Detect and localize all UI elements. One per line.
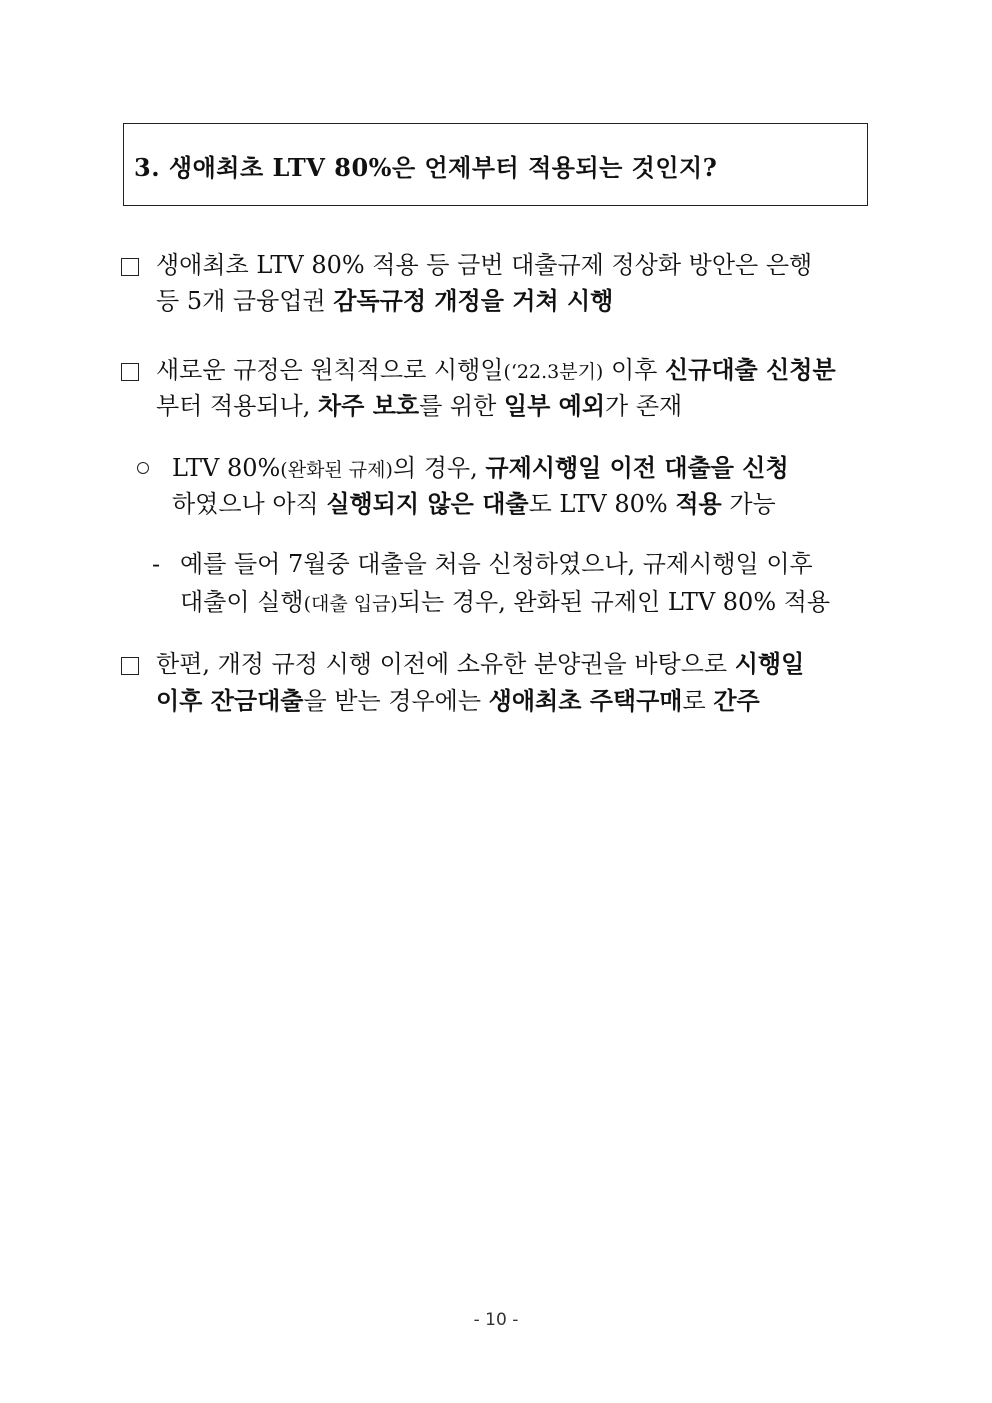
bullet-2-line-1: 새로운 규정은 원칙적으로 시행일(‘22.3분기) 이후 신규대출 신청분 — [156, 355, 836, 384]
sub-bullet-line-2: 하였으나 아직 실행되지 않은 대출도 LTV 80% 적용 가능 — [172, 489, 776, 518]
question-title: 3. 생애최초 LTV 80%은 언제부터 적용되는 것인지? — [134, 153, 718, 182]
sub-bullet-line-1: LTV 80%(완화된 규제)의 경우, 규제시행일 이전 대출을 신청 — [172, 453, 789, 482]
circle-bullet-icon — [137, 462, 149, 474]
question-title-box — [123, 123, 868, 206]
bullet-1-line-2: 등 5개 금융업권 감독규정 개정을 거쳐 시행 — [156, 286, 614, 315]
checkbox-square-icon — [121, 363, 139, 381]
checkbox-square-icon — [121, 657, 139, 675]
bullet-1-line-1: 생애최초 LTV 80% 적용 등 금번 대출규제 정상화 방안은 은행 — [156, 251, 813, 279]
checkbox-square-icon — [121, 258, 139, 276]
dash-bullet-icon: - — [152, 550, 161, 578]
bullet-3-line-1: 한편, 개정 규정 시행 이전에 소유한 분양권을 바탕으로 시행일 — [156, 649, 805, 678]
bullet-2-line-2: 부터 적용되나, 차주 보호를 위한 일부 예외가 존재 — [156, 391, 683, 420]
example-line-2: 대출이 실행(대출 입금)되는 경우, 완화된 규제인 LTV 80% 적용 — [180, 588, 831, 616]
page-number: - 10 - — [473, 1310, 519, 1330]
bullet-3-line-2: 이후 잔금대출을 받는 경우에는 생애최초 주택구매로 간주 — [156, 686, 760, 715]
example-line-1: 예를 들어 7월중 대출을 처음 신청하였으나, 규제시행일 이후 — [180, 550, 813, 578]
